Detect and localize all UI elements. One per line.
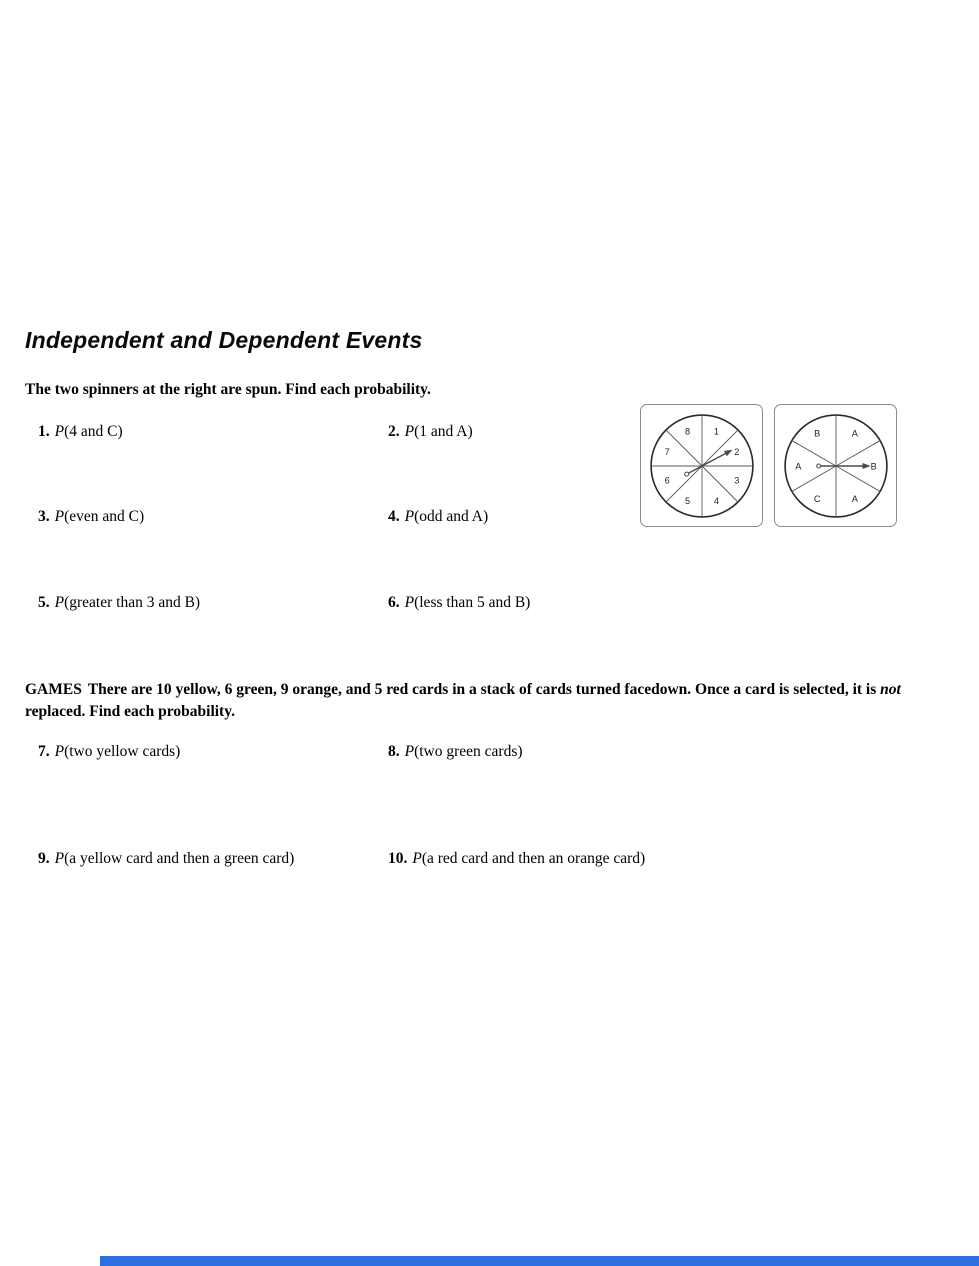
problem-4-number: 4. <box>388 508 400 525</box>
section2-text-2: replaced. Find each probability. <box>25 702 235 720</box>
svg-text:A: A <box>851 428 858 439</box>
section2-italic-word: not <box>880 681 901 698</box>
number-spinner-box <box>640 404 763 527</box>
problem-8-number: 8. <box>388 743 400 760</box>
svg-text:B: B <box>870 460 877 471</box>
page-title: Independent and Dependent Events <box>25 327 423 353</box>
section2-instructions <box>25 679 943 722</box>
problem-4-expr: (odd and A) <box>414 508 489 525</box>
problem-5-number: 5. <box>38 594 50 611</box>
problem-9 <box>38 850 294 868</box>
section2-text-1: There are 10 yellow, 6 green, 9 orange, and 5 red cards in a stack of cards turned facedown. Once a card is selected, it is <box>87 681 877 698</box>
problem-7-number: 7. <box>38 743 50 760</box>
svg-text:A: A <box>851 493 858 504</box>
svg-text:1: 1 <box>713 425 719 436</box>
problem-10-number: 10. <box>388 850 408 867</box>
problem-6 <box>388 594 530 612</box>
problem-1-expr: (4 and C) <box>64 423 123 440</box>
problem-3-p: P <box>54 508 65 525</box>
problem-5 <box>38 594 200 612</box>
problem-6-number: 6. <box>388 594 400 611</box>
problem-7 <box>38 743 180 761</box>
problem-5-expr: (greater than 3 and B) <box>64 594 201 611</box>
letter-spinner-box <box>774 404 897 527</box>
problem-1 <box>38 423 123 441</box>
problem-1-number: 1. <box>38 423 50 440</box>
svg-text:7: 7 <box>664 446 670 457</box>
svg-text:8: 8 <box>684 425 690 436</box>
svg-text:5: 5 <box>684 495 690 506</box>
problem-2-p: P <box>404 423 415 440</box>
problem-1-p: P <box>54 423 65 440</box>
section1-instructions: The two spinners at the right are spun. Find each probability. <box>25 381 431 398</box>
svg-text:2: 2 <box>733 446 739 457</box>
letter-spinner-icon <box>780 410 892 522</box>
spinners-figure <box>640 404 897 527</box>
problem-3 <box>38 508 144 526</box>
problem-3-number: 3. <box>38 508 50 525</box>
problem-2 <box>388 423 473 441</box>
svg-text:4: 4 <box>713 495 719 506</box>
problem-8-expr: (two green cards) <box>414 743 523 760</box>
problem-10-p: P <box>412 850 422 867</box>
problem-10-expr: (a red card and then an orange card) <box>421 850 646 867</box>
problem-9-p: P <box>54 850 65 867</box>
problem-2-expr: (1 and A) <box>414 423 473 440</box>
number-spinner-icon <box>646 410 758 522</box>
problem-5-p: P <box>54 594 65 611</box>
problem-7-p: P <box>54 743 65 760</box>
problem-3-expr: (even and C) <box>64 508 145 525</box>
problem-8-p: P <box>404 743 415 760</box>
problem-4-p: P <box>404 508 415 525</box>
problem-6-expr: (less than 5 and B) <box>414 594 531 611</box>
section2-lead: GAMES <box>25 681 82 698</box>
problem-6-p: P <box>404 594 415 611</box>
svg-text:C: C <box>813 493 820 504</box>
problem-4 <box>388 508 488 526</box>
problem-8 <box>388 743 523 761</box>
problem-9-expr: (a yellow card and then a green card) <box>64 850 295 867</box>
problem-10 <box>388 850 645 868</box>
problem-7-expr: (two yellow cards) <box>64 743 181 760</box>
problem-2-number: 2. <box>388 423 400 440</box>
svg-text:B: B <box>813 428 820 439</box>
svg-text:A: A <box>794 460 801 471</box>
svg-text:3: 3 <box>733 475 739 486</box>
svg-text:6: 6 <box>664 475 670 486</box>
problem-9-number: 9. <box>38 850 50 867</box>
bottom-blue-bar <box>100 1256 979 1266</box>
